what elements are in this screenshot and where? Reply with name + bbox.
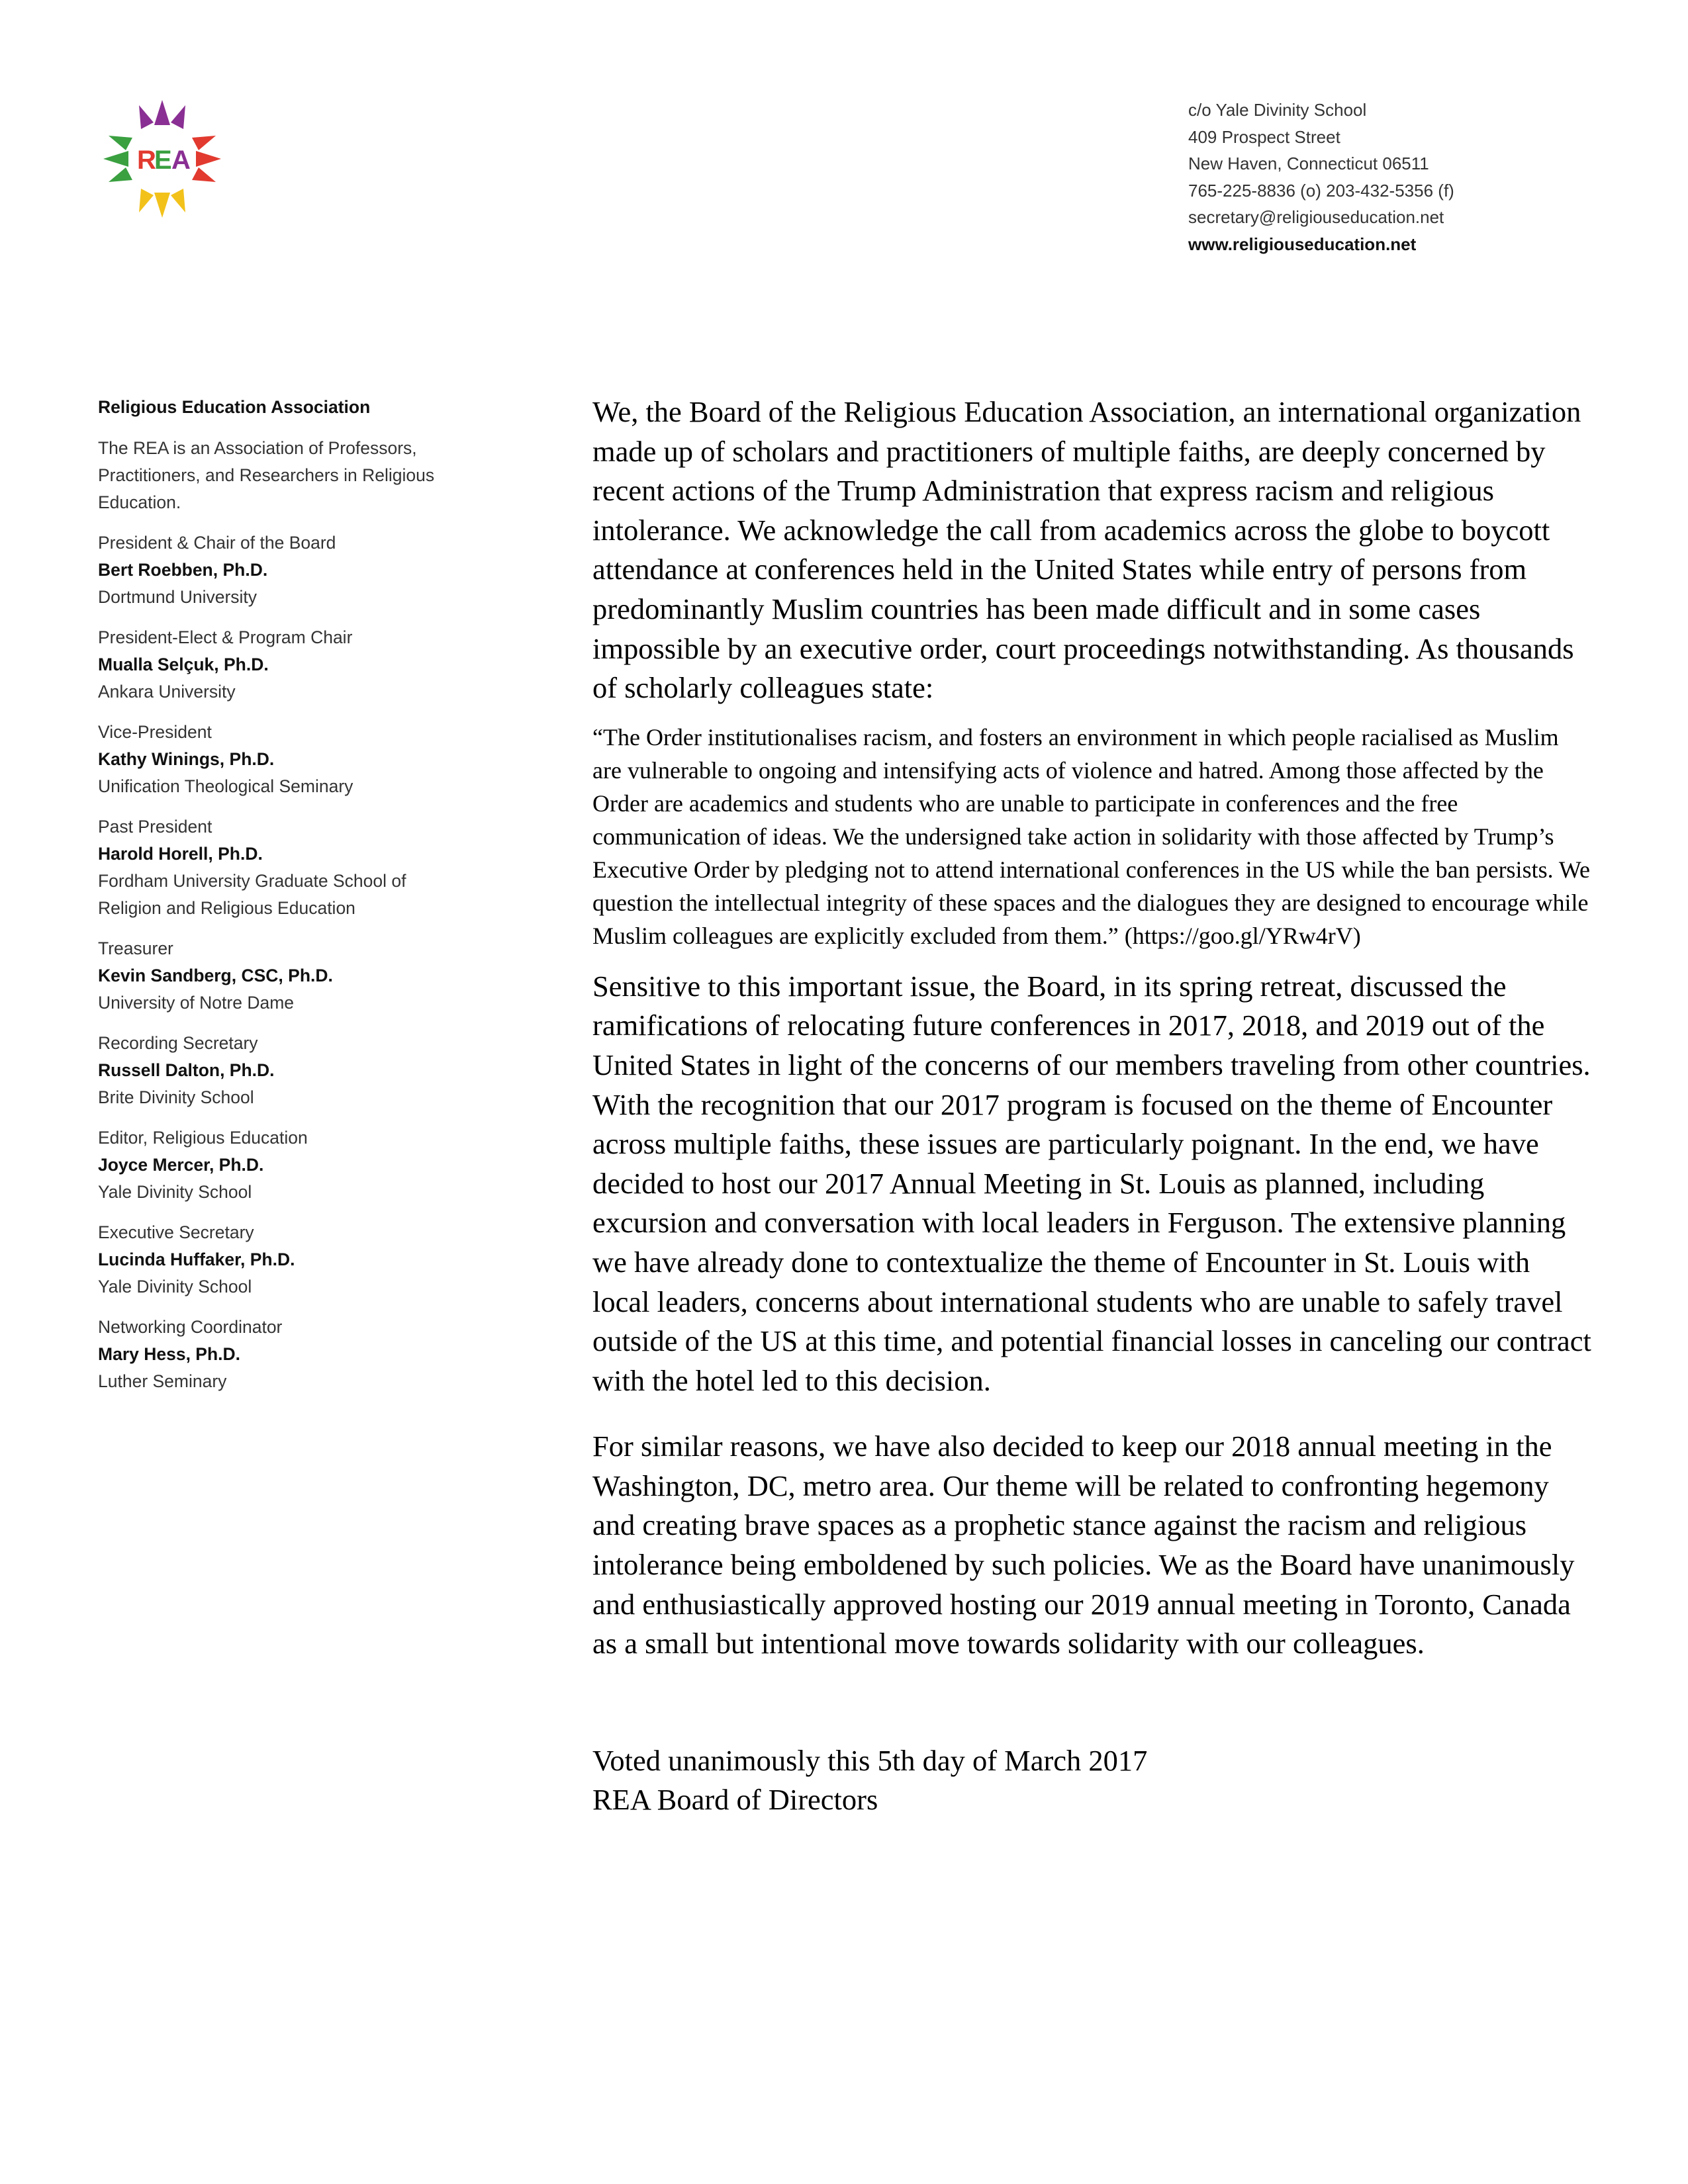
org-description: The REA is an Association of Professors, Practitioners, and Researchers in Religious Education.	[98, 438, 435, 512]
officer-name: Bert Roebben, Ph.D.	[98, 560, 268, 580]
address-line: c/o Yale Divinity School	[1188, 100, 1367, 120]
officer-name: Russell Dalton, Ph.D.	[98, 1060, 275, 1080]
quoted-statement: “The Order institutionalises racism, and fosters an environment in which people racialised as Muslim are vulnerable to ongoing and intensifying acts of violence and hatred. Among those affected by the Order are academics and students who are unable to participate in conferences and the free communication of ideas. We the undersigned take action in solidarity with those affected by Trump’s Executive Order by pledging not to attend international conferences in the US while the ban persists. We question the intellectual integrity of these spaces and the dialogues they are designed to encourage while Muslim colleagues are explicitly excluded from them.” (https://goo.gl/YRw4rV)	[592, 723, 1591, 949]
officer-role: President-Elect & Program Chair	[98, 627, 353, 647]
phone-fax-line: 765-225-8836 (o) 203-432-5356 (f)	[1188, 180, 1454, 201]
email-line: secretary@religiouseducation.net	[1188, 207, 1444, 227]
officer-entry	[98, 719, 469, 800]
website-link[interactable]: www.religiouseducation.net	[1188, 234, 1417, 254]
officer-role: Editor, Religious Education	[98, 1128, 308, 1148]
officer-role: Recording Secretary	[98, 1033, 258, 1053]
logo-letter-a: A	[171, 146, 191, 175]
vote-date-line: Voted unanimously this 5th day of March 2017	[592, 1743, 1148, 1777]
org-name: Religious Education Association	[98, 397, 371, 417]
logo-letter-r: R	[137, 146, 156, 175]
signatory-line: REA Board of Directors	[592, 1783, 878, 1817]
officer-role: Treasurer	[98, 938, 173, 958]
board-sidebar	[98, 394, 469, 1408]
rea-logo	[99, 96, 225, 222]
officer-affiliation: Yale Divinity School	[98, 1182, 252, 1202]
officer-entry	[98, 529, 469, 611]
officer-entry	[98, 1030, 469, 1111]
rea-logo-graphic	[99, 96, 225, 222]
officer-affiliation: University of Notre Dame	[98, 993, 295, 1013]
officer-entry	[98, 1219, 469, 1300]
address-line: New Haven, Connecticut 06511	[1188, 154, 1429, 173]
officer-entry	[98, 624, 469, 705]
officer-name: Harold Horell, Ph.D.	[98, 844, 263, 864]
officer-affiliation: Brite Divinity School	[98, 1087, 254, 1107]
officer-entry	[98, 1314, 469, 1395]
officer-name: Mualla Selçuk, Ph.D.	[98, 655, 269, 674]
officer-role: Past President	[98, 817, 212, 837]
officer-affiliation: Dortmund University	[98, 587, 258, 607]
officer-role: Vice-President	[98, 722, 212, 742]
officer-name: Kevin Sandberg, CSC, Ph.D.	[98, 966, 333, 985]
statement-paragraph-3: For similar reasons, we have also decided to keep our 2018 annual meeting in the Washington, DC, metro area. Our theme will be related to confronting hegemony and creating brave spaces as a prophetic stance against the racism and religious intolerance being emboldened by such policies. We as the Board have unanimously and enthusiastically approved hosting our 2019 annual meeting in Toronto, Canada as a small but intentional move towards solidarity with our colleagues.	[592, 1430, 1575, 1661]
logo-letter-e: E	[154, 146, 172, 175]
letterhead-address	[1188, 97, 1612, 257]
officer-name: Kathy Winings, Ph.D.	[98, 749, 275, 769]
officer-affiliation: Unification Theological Seminary	[98, 776, 353, 796]
officer-entry	[98, 1124, 469, 1206]
officer-role: Executive Secretary	[98, 1222, 254, 1242]
officer-name: Joyce Mercer, Ph.D.	[98, 1155, 264, 1175]
officer-name: Lucinda Huffaker, Ph.D.	[98, 1250, 295, 1269]
officer-entry	[98, 935, 469, 1017]
officer-name: Mary Hess, Ph.D.	[98, 1344, 241, 1364]
letter-body	[592, 392, 1592, 1820]
officer-affiliation: Ankara University	[98, 682, 236, 702]
statement-paragraph-2: Sensitive to this important issue, the Board, in its spring retreat, discussed the ramifications of relocating future conferences in 2017, 2018, and 2019 out of the United States in light of the concerns of our members traveling from other countries. With the recognition that our 2017 program is focused on the theme of Encounter across multiple faiths, these issues are particularly poignant. In the end, we have decided to host our 2017 Annual Meeting in St. Louis as planned, including excursion and conversation with local leaders in Ferguson. The extensive planning we have already done to contextualize the theme of Encounter in St. Louis with local leaders, concerns about international students who are unable to safely travel outside of the US at this time, and potential financial losses in canceling our contract with the hotel led to this decision.	[592, 969, 1591, 1397]
officer-affiliation: Fordham University Graduate School of Religion and Religious Education	[98, 871, 406, 918]
officer-affiliation: Yale Divinity School	[98, 1277, 252, 1297]
officer-entry	[98, 813, 469, 922]
officer-affiliation: Luther Seminary	[98, 1371, 227, 1391]
officer-role: President & Chair of the Board	[98, 533, 336, 553]
address-line: 409 Prospect Street	[1188, 126, 1340, 147]
statement-paragraph-1: We, the Board of the Religious Education Association, an international organization made up of scholars and practitioners of multiple faiths, are deeply concerned by recent actions of the Trump Administration that express racism and religious intolerance. We acknowledge the call from academics across the globe to boycott attendance at conferences held in the United States while entry of persons from predominantly Muslim countries has been made difficult and in some cases impossible by an executive order, court proceedings notwithstanding. As thousands of scholarly colleagues state:	[592, 395, 1581, 705]
officer-role: Networking Coordinator	[98, 1317, 283, 1337]
